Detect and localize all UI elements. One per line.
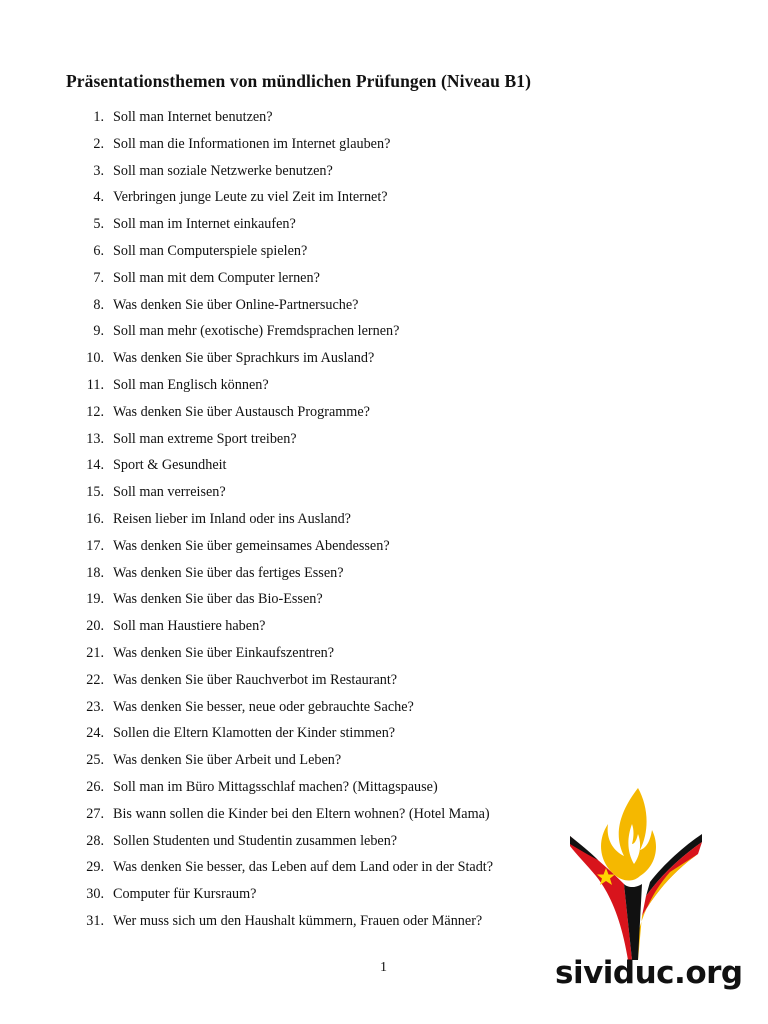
topic-text: Sport & Gesundheit bbox=[113, 457, 227, 474]
topic-number: 26. bbox=[86, 778, 104, 795]
topic-text: Was denken Sie über Austausch Programme? bbox=[113, 403, 370, 420]
topic-text: Was denken Sie besser, das Leben auf dem Land oder in der Stadt? bbox=[113, 859, 494, 876]
topic-text: Was denken Sie über Online-Partnersuche? bbox=[113, 296, 359, 313]
topic-number: 30. bbox=[86, 886, 104, 903]
topic-number: 3. bbox=[93, 162, 104, 179]
topic-number: 10. bbox=[86, 350, 104, 367]
topic-text: Bis wann sollen die Kinder bei den Eltern wohnen? (Hotel Mama) bbox=[113, 805, 490, 822]
topic-text: Soll man Internet benutzen? bbox=[113, 109, 273, 125]
topic-text: Soll man im Internet einkaufen? bbox=[113, 216, 296, 233]
topic-number: 29. bbox=[86, 859, 104, 876]
logo-text: sividuc.org bbox=[555, 955, 743, 991]
topic-text: Was denken Sie über Sprachkurs im Ausland? bbox=[113, 350, 375, 367]
topic-text: Sollen die Eltern Klamotten der Kinder stimmen? bbox=[113, 725, 396, 742]
topic-number: 20. bbox=[86, 618, 104, 635]
topic-number: 13. bbox=[86, 430, 104, 447]
topic-number: 15. bbox=[86, 484, 104, 501]
topic-number: 22. bbox=[86, 671, 104, 688]
topic-number: 17. bbox=[86, 537, 104, 554]
topic-number: 11. bbox=[86, 376, 104, 393]
left-arm-shape bbox=[570, 836, 632, 960]
topic-number: 21. bbox=[86, 644, 104, 661]
topic-number: 6. bbox=[93, 242, 104, 259]
topic-text: Soll man Haustiere haben? bbox=[113, 618, 266, 635]
topic-text: Was denken Sie über gemeinsames Abendessen? bbox=[113, 537, 390, 554]
flame-shape bbox=[601, 788, 656, 881]
topic-number: 18. bbox=[86, 564, 104, 581]
topic-number: 4. bbox=[93, 189, 104, 206]
topic-number: 7. bbox=[93, 269, 104, 286]
topic-number: 8. bbox=[93, 296, 104, 313]
topic-number: 25. bbox=[86, 752, 104, 769]
topic-text: Was denken Sie über das Bio-Essen? bbox=[113, 591, 323, 608]
topic-number: 23. bbox=[86, 698, 104, 715]
topic-text: Soll man verreisen? bbox=[113, 484, 226, 501]
topic-text: Soll man mit dem Computer lernen? bbox=[113, 269, 320, 286]
page-number: 1 bbox=[380, 960, 387, 975]
topic-number: 16. bbox=[86, 510, 104, 527]
topic-number: 19. bbox=[86, 591, 104, 608]
topic-number: 2. bbox=[93, 135, 104, 152]
topic-number: 14. bbox=[86, 457, 104, 474]
topic-number: 28. bbox=[86, 832, 104, 849]
topic-text: Was denken Sie über Arbeit und Leben? bbox=[113, 752, 342, 769]
topic-number: 12. bbox=[86, 403, 104, 420]
topic-text: Computer für Kursraum? bbox=[113, 886, 257, 903]
topic-text: Wer muss sich um den Haushalt kümmern, Frauen oder Männer? bbox=[113, 912, 483, 929]
topic-number: 1. bbox=[93, 109, 104, 125]
topic-number: 31. bbox=[86, 912, 104, 929]
topic-text: Reisen lieber im Inland oder ins Ausland? bbox=[113, 510, 351, 527]
topic-text: Was denken Sie über das fertiges Essen? bbox=[113, 564, 344, 581]
topic-text: Soll man die Informationen im Internet glauben? bbox=[113, 135, 391, 152]
topic-text: Soll man soziale Netzwerke benutzen? bbox=[113, 162, 333, 179]
topic-text: Was denken Sie besser, neue oder gebrauchte Sache? bbox=[113, 698, 414, 715]
topic-number: 24. bbox=[86, 725, 104, 742]
topic-number: 27. bbox=[86, 805, 104, 822]
sividuc-logo-icon bbox=[566, 784, 706, 964]
topic-number: 5. bbox=[93, 216, 104, 233]
topic-text: Verbringen junge Leute zu viel Zeit im Internet? bbox=[113, 189, 388, 206]
topic-text: Soll man Englisch können? bbox=[113, 376, 269, 393]
topic-text: Was denken Sie über Einkaufszentren? bbox=[113, 644, 335, 661]
topic-text: Soll man mehr (exotische) Fremdsprachen lernen? bbox=[113, 323, 400, 340]
topic-number: 9. bbox=[93, 323, 104, 340]
topic-text: Soll man im Büro Mittagsschlaf machen? (Mittagspause) bbox=[113, 778, 438, 795]
topic-text: Soll man extreme Sport treiben? bbox=[113, 430, 297, 447]
topic-text: Sollen Studenten und Studentin zusammen leben? bbox=[113, 832, 398, 849]
topic-text: Soll man Computerspiele spielen? bbox=[113, 242, 308, 259]
document-title: Präsentationsthemen von mündlichen Prüfungen (Niveau B1) bbox=[66, 71, 532, 91]
topic-text: Was denken Sie über Rauchverbot im Restaurant? bbox=[113, 671, 398, 688]
